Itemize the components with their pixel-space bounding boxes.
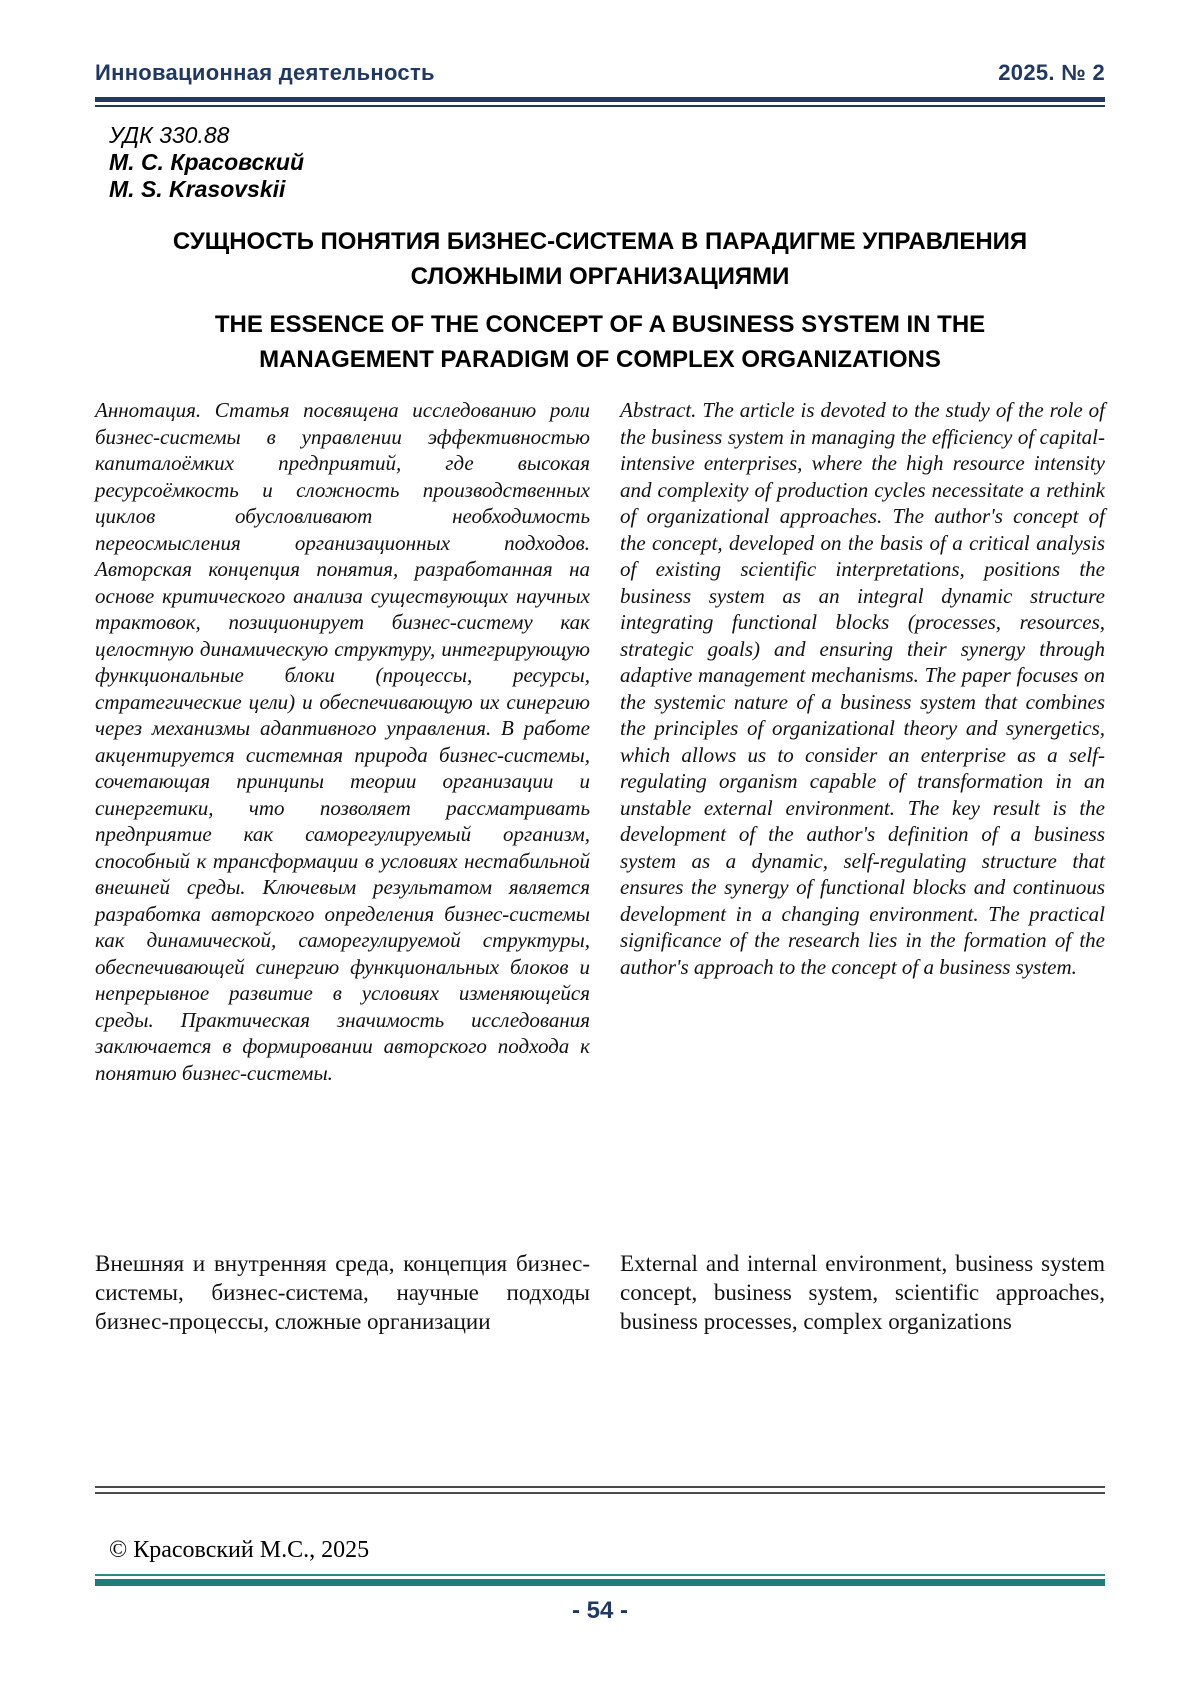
abstract-ru: Аннотация. Статья посвящена исследованию роли бизнес-системы в управлении эффективностью капиталоёмких предприятий, где высокая ресурсоёмкость и сложность производственных циклов обусловливают необходимость переосмысления организационных подходов. Авторская концепция понятия, разработанная на основе критического анализа существующих научных трактовок, позиционирует бизнес-систему как целостную динамическую структуру, интегрирующую функциональные блоки (процессы, ресурсы, стратегические цели) и обеспечивающую их синергию через механизмы адаптивного управления. В работе акцентируется системная природа бизнес-системы, сочетающая принципы теории организации и синергетики, что позволяет рассматривать предприятие как саморегулируемый организм, способный к трансформации в условиях нестабильной внешней среды. Ключевым результатом является разработка авторского определения бизнес-системы как динамической, саморегулируемой структуры, обеспечивающей синергию функциональных блоков и непрерывное развитие в условиях изменяющейся среды. Практическая значимость исследования заключается в формировании авторского подхода к понятию бизнес-системы. xyxy=(95,398,590,1085)
running-head xyxy=(95,62,1105,84)
issue-label: 2025. № 2 xyxy=(998,60,1105,85)
journal-name: Инновационная деятельность xyxy=(95,60,435,85)
keywords-en: External and internal environment, business system concept, business system, scientific approaches, business processes, complex organizations xyxy=(620,1251,1105,1334)
article-title-ru: СУЩНОСТЬ ПОНЯТИЯ БИЗНЕС-СИСТЕМА В ПАРАДИГМЕ УПРАВЛЕНИЯ СЛОЖНЫМИ ОРГАНИЗАЦИЯМИ xyxy=(172,228,1028,290)
udc-code: УДК 330.88 xyxy=(109,122,230,148)
teal-rule-thin xyxy=(95,1574,1105,1576)
abstract-en: Abstract. The article is devoted to the study of the role of the business system in managing the efficiency of capital-intensive enterprises, where the high resource intensity and complexity of production cycles necessitate a rethink of organizational approaches. The author's concept of the concept, developed on the basis of a critical analysis of existing scientific interpretations, positions the business system as an integral dynamic structure integrating functional blocks (processes, resources, strategic goals) and ensuring their synergy through adaptive management mechanisms. The paper focuses on the systemic nature of a business system that combines the principles of organizational theory and synergetics, which allows us to consider an enterprise as a self-regulating organism capable of transformation in an unstable external environment. The key result is the development of the author's definition of a business system as a dynamic, self-regulating structure that ensures the synergy of functional blocks and continuous development in a changing environment. The practical significance of the research lies in the formation of the author's approach to the concept of a business system. xyxy=(620,398,1105,979)
header-divider xyxy=(95,97,1105,107)
header-rule-thin xyxy=(95,105,1105,107)
keywords-ru: Внешняя и внутренняя среда, концепция бизнес-системы, бизнес-система, научные подходы бизнес-процессы, сложные организации xyxy=(95,1251,590,1334)
copyright-line: © Красовский М.С., 2025 xyxy=(109,1537,370,1563)
author-name-en: M. S. Krasovskii xyxy=(109,176,286,202)
page-footer-divider xyxy=(95,1574,1105,1586)
article-title-en: THE ESSENCE OF THE CONCEPT OF A BUSINESS SYSTEM IN THE MANAGEMENT PARADIGM OF COMPLEX ORGANIZATIONS xyxy=(214,311,986,373)
author-name-ru: М. С. Красовский xyxy=(109,149,305,175)
page-number: - 54 - xyxy=(571,1597,628,1624)
footer-double-rule xyxy=(95,1486,1105,1494)
header-rule-thick xyxy=(95,97,1105,102)
footer-rule-bottom xyxy=(95,1492,1105,1494)
article-meta xyxy=(109,122,304,203)
abstract-keywords-grid xyxy=(95,397,1105,1336)
footer-rule-top xyxy=(95,1486,1105,1488)
teal-rule-thick xyxy=(95,1579,1105,1586)
